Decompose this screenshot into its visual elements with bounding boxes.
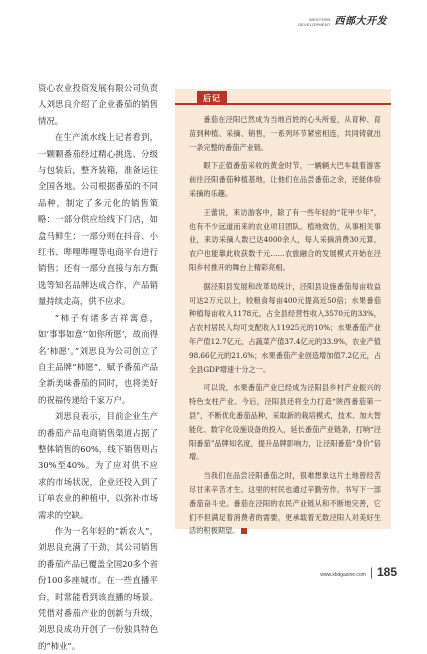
masthead-line2: DEVELOPMENT: [298, 22, 331, 27]
postscript-paragraph: 王蕾说，来访游客中，除了有一些年轻的“花甲少年”，也有不少远道而来的农业项目团队。植地效仿，从事相关事业，来访采摘人数已达4000余人，每人采摘消费30元算，农户也能靠此收获数千元……农旅融合的发展模式开始在泾阳乡村推开的舞台上精彩亮相。: [189, 207, 381, 272]
postscript-paragraph: 番茄在泾阳已然成为当地百姓的心头所爱，从育种、育苗到种植、采摘、销售，一系列环节紧密相连，共同铸就出一条完整的番茄产业链。: [189, 115, 381, 152]
left-paragraph: 刘思良表示，目前企业生产的番茄产品电商销售渠道占据了整体销售的60%，线下销售则占30%至40%。为了应对供不应求的市场状况，企业还投入到了订单农业的种植中，以弥补市场需求的空缺。: [38, 411, 158, 520]
postscript-paragraph: 可以说，水果番茄产业已经成为泾阳县乡村产业振兴的特色支柱产业。今后，泾阳县还将全力打造“陕西番茄第一县”，不断优化番茄品种，采取新的栽培模式，技术、加大智能化、数字化设施设备的投入，延长番茄产业链条，打响“泾阳番茄”品牌知名度，提升品牌影响力，让泾阳番茄“身价”倍增。: [189, 383, 381, 462]
postscript-paragraph: 眼下正值番茄采收的黄金时节，一辆辆大巴车载着游客前往泾阳番茄种植基地，让他们在品尝番茄之余，还能体验采摘的乐趣。: [189, 161, 381, 198]
masthead-line1: WESTERN: [309, 17, 331, 22]
left-article-column: [38, 80, 158, 654]
postscript-tag: 后记: [197, 91, 227, 105]
postscript-paragraph: 据泾阳县发展和改革局统计，泾阳县设施番茄每亩收益可达2万元以上，较粮食每亩400元提高近50倍；水果番茄种植每亩收入1178元，占全县经营性收入3570元的33%，占农村居民人均可支配收入11925元的10%；水果番茄产业年产值12.7亿元，占蔬菜产值37.4亿元的33.9%，农业产值98.66亿元的21.6%；水果番茄产业创造增加值7.2亿元，占全县GDP增速十分之一。: [189, 281, 381, 374]
footer-separator: |: [369, 565, 373, 579]
postscript-panel: [175, 89, 391, 536]
left-paragraph: “柿子有诸多吉祥寓意，如‘事事如意’‘如你所愿’，故而得名‘柿愿’。”刘思良为公司创立了自主品牌“柿愿”，赋予番茄产品全新美味番茄的同时，也将美好的祝福传递给千家万户。: [38, 312, 158, 405]
page-number: 185: [376, 565, 397, 579]
left-paragraph: 作为一名年轻的“新农人”，刘思良充满了干劲，其公司销售的番茄产品已覆盖全国20多个省份100多座城市。在一些直播平台，时常能看到该直播的场景。凭借对番茄产业的创新与升级，刘思良成功开创了一份独具特色的“柿业”。: [38, 525, 158, 651]
page-footer: [320, 566, 397, 578]
masthead: [298, 12, 387, 27]
left-paragraph: 在生产流水线上记者看到，一颗颗番茄经过精心挑选、分级与包装后，整齐装箱，准备运往全国各地。公司根据番茄的不同品种，制定了多元化的销售策略：一部分供应给线下门店，如盒马鲜生；一部分则在抖音、小红书、哔哩哔哩等电商平台进行销售；还有一部分直接与东方甄选等知名品牌达成合作，产品销量持续走高，供不应求。: [38, 132, 158, 307]
postscript-paragraph-last: [189, 469, 381, 538]
postscript-body: [189, 113, 381, 543]
postscript-last-text: 当我们在品尝泾阳番茄之时，很难想象这片土地曾经苦尽甘来辛苦才生。这里的村民也通过辛勤劳作，书写下一部番茄奋斗史。番茄在泾阳的农民产业链从和不断地完善，它们不但满足着消费者的需要，更承载着无数泾阳人对美好生活的积极期望。: [189, 471, 381, 536]
masthead-subtitle: [298, 17, 330, 27]
end-mark-icon: [241, 528, 247, 534]
postscript-header: [175, 89, 391, 105]
left-paragraph: 资心农业投资发展有限公司负责人刘思良介绍了企业番茄的销售情况。: [38, 83, 158, 126]
masthead-logo: 西部大开发: [334, 16, 387, 27]
footer-url: www.xbdgazine.com: [320, 572, 366, 578]
